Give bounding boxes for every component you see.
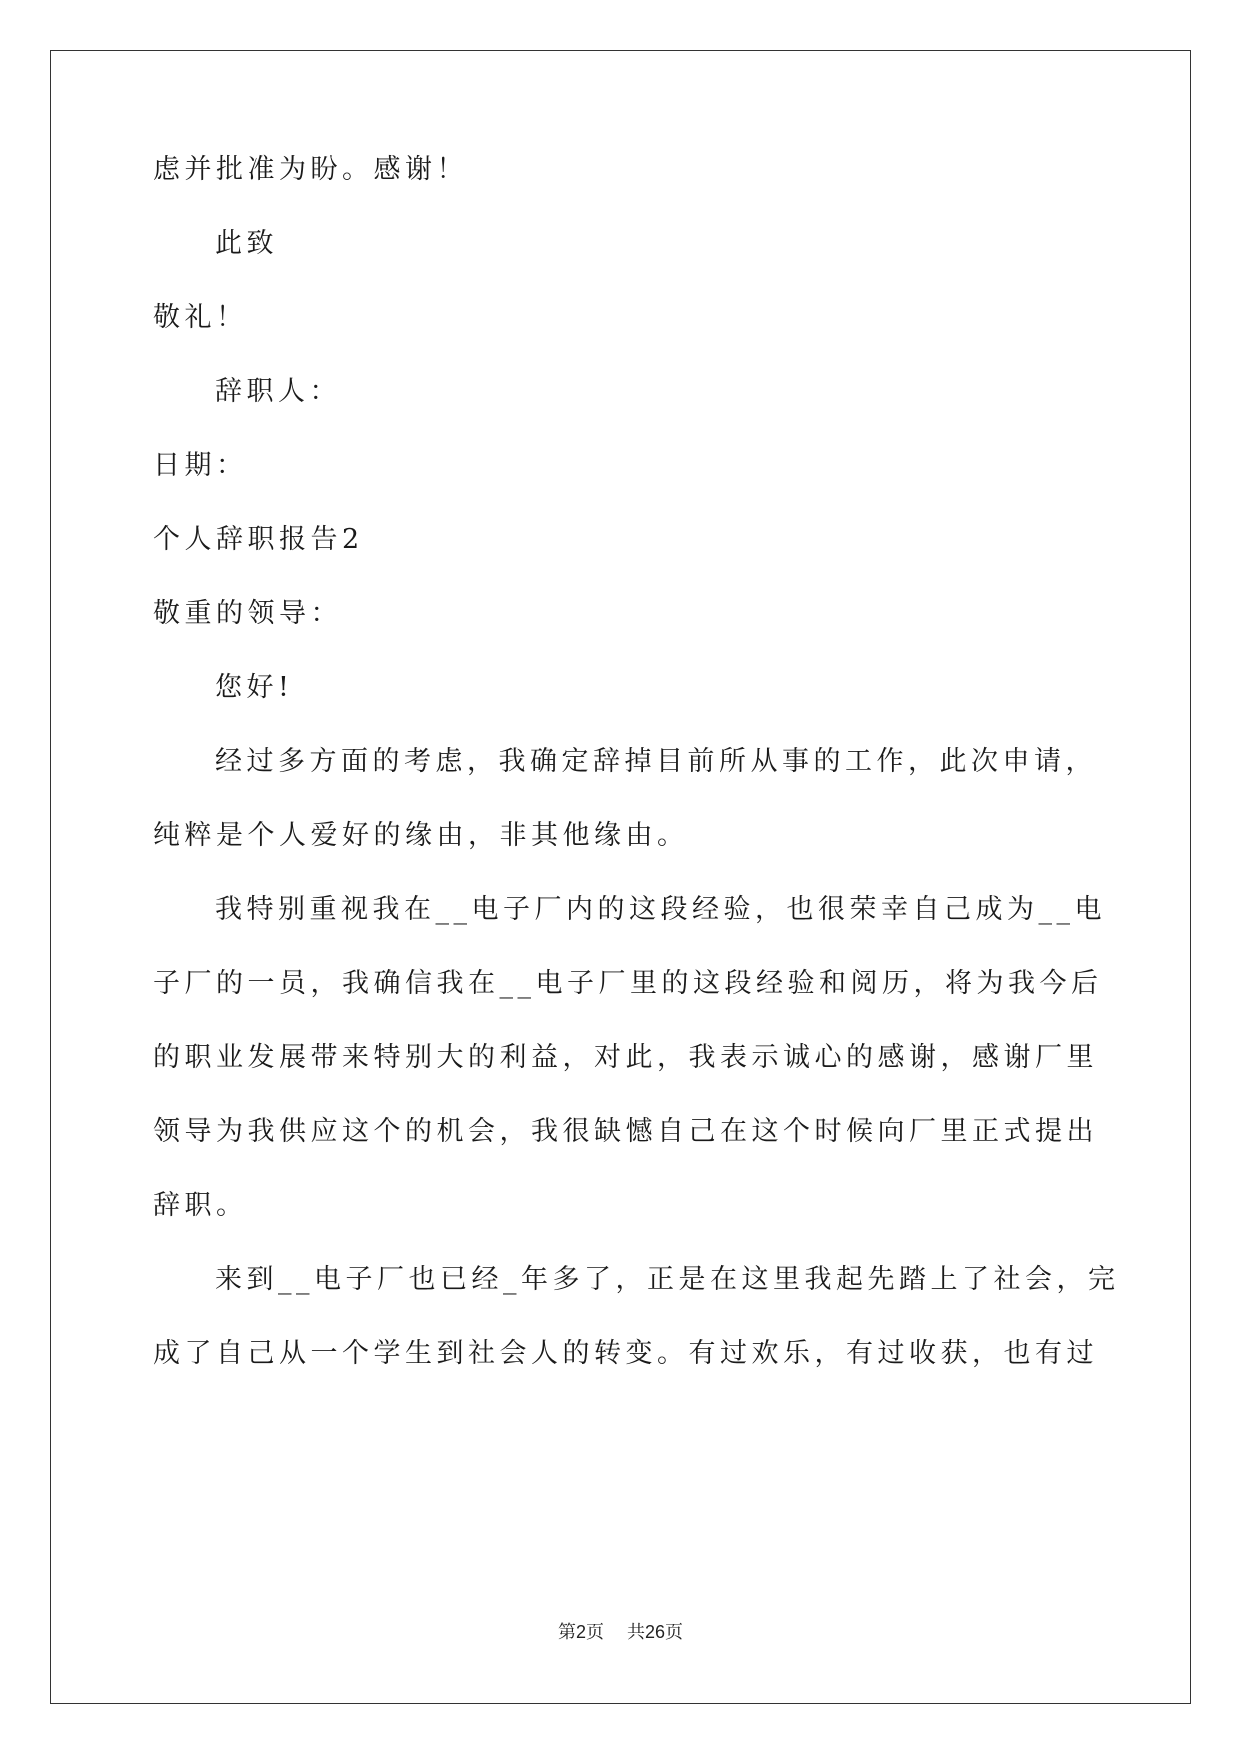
text-line-regards: 敬礼！ [153, 302, 248, 333]
page-number-prefix: 第 [558, 1622, 577, 1643]
text-line-greeting: 您好! [215, 672, 294, 703]
page-number-current: 2 [576, 1622, 587, 1642]
paragraph-1-line-1: 经过多方面的考虑，我确定辞掉目前所从事的工作，此次申请， [215, 746, 1097, 777]
paragraph-1-line-2: 纯粹是个人爱好的缘由，非其他缘由。 [153, 820, 689, 851]
paragraph-2-line-2: 子厂的一员，我确信我在__电子厂里的这段经验和阅历，将为我今后 [153, 968, 1103, 999]
text-line-resigner: 辞职人： [215, 376, 341, 407]
text-line-closing-request: 虑并批准为盼。感谢！ [153, 154, 468, 185]
page-number-total: 26 [644, 1622, 665, 1642]
section-title: 个人辞职报告2 [153, 524, 364, 555]
paragraph-2-line-5: 辞职。 [153, 1190, 248, 1221]
text-line-date: 日期： [153, 450, 248, 481]
page-footer [0, 1618, 1241, 1644]
paragraph-2-line-1: 我特别重视我在__电子厂内的这段经验，也很荣幸自己成为__电 [215, 894, 1106, 925]
paragraph-2-line-3: 的职业发展带来特别大的利益，对此，我表示诚心的感谢，感谢厂里 [153, 1042, 1098, 1073]
paragraph-3-line-1: 来到__电子厂也已经_年多了，正是在这里我起先踏上了社会，完 [215, 1264, 1120, 1295]
text-line-salutation-close: 此致 [215, 228, 278, 259]
page-total-suffix: 页 [664, 1622, 683, 1643]
page-number-suffix: 页 [586, 1622, 605, 1643]
page-total-prefix: 共 [626, 1622, 645, 1643]
page-border [50, 50, 1191, 1704]
paragraph-2-line-4: 领导为我供应这个的机会，我很缺憾自己在这个时候向厂里正式提出 [153, 1116, 1098, 1147]
paragraph-3-line-2: 成了自己从一个学生到社会人的转变。有过欢乐，有过收获，也有过 [153, 1338, 1098, 1369]
text-line-addressee: 敬重的领导： [153, 598, 342, 629]
